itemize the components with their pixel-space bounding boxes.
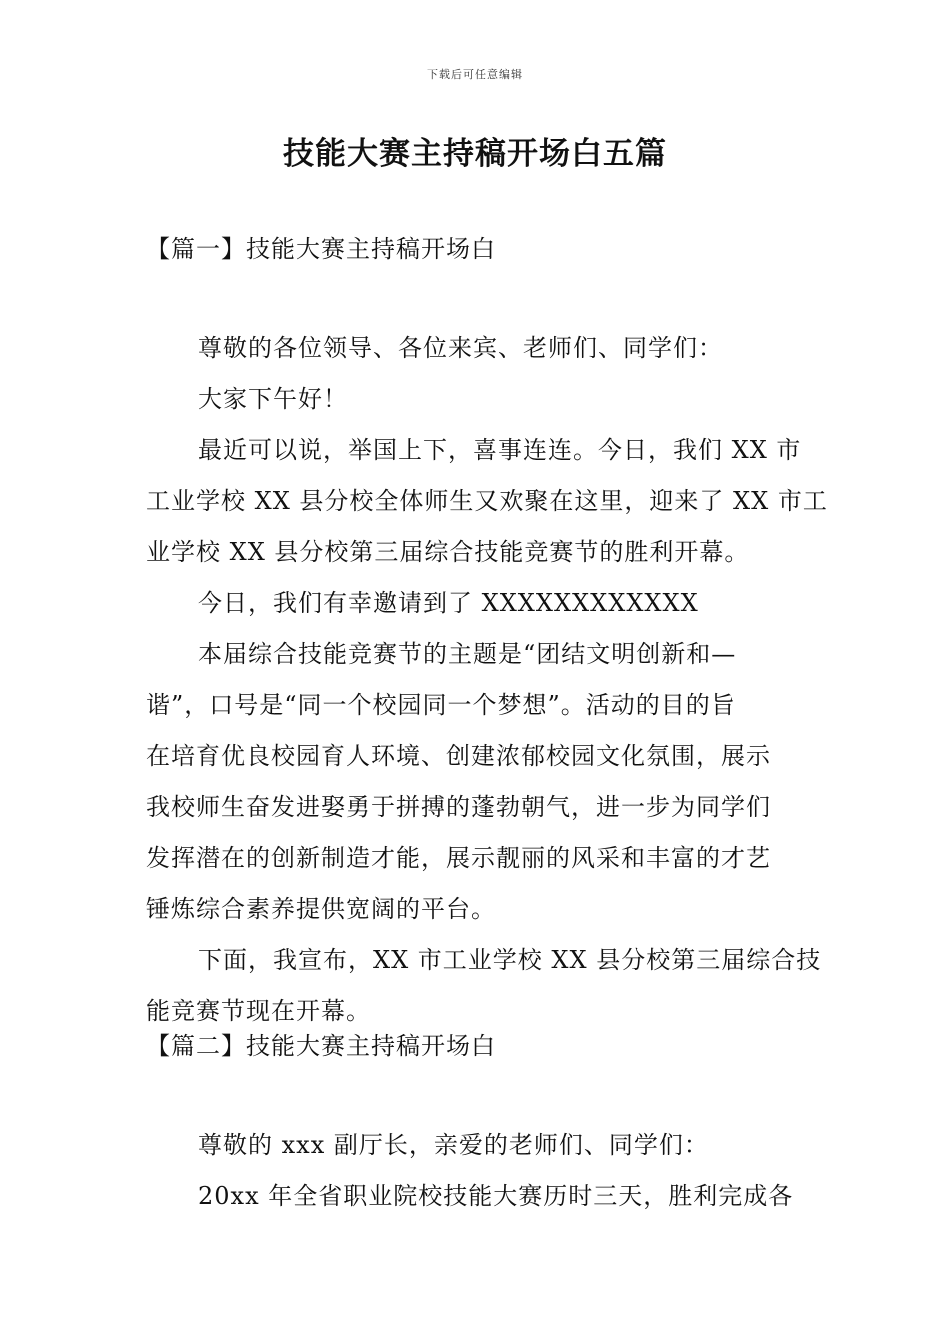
section-heading-text: 【篇二】技能大赛主持稿开场白: [146, 1032, 496, 1060]
paragraph-line: 尊敬的 xxx 副厅长，亲爱的老师们、同学们：: [198, 1131, 709, 1159]
paragraph-line: 我校师生奋发进娶勇于拼搏的蓬勃朝气，进一步为同学们: [146, 793, 771, 821]
paragraph-line: 在培育优良校园育人环境、创建浓郁校园文化氛围，展示: [146, 742, 771, 770]
document-title: 技能大赛主持稿开场白五篇: [283, 136, 667, 172]
section-heading-text: 【篇一】技能大赛主持稿开场白: [146, 235, 496, 263]
section-heading-1: [146, 224, 808, 275]
section-heading-2: [146, 1021, 808, 1072]
paragraph-line: 能竞赛节现在开幕。: [146, 997, 371, 1025]
paragraph-line: 发挥潜在的创新制造才能，展示靓丽的风采和丰富的才艺: [146, 844, 771, 872]
paragraph-line: 锤炼综合素养提供宽阔的平台。: [146, 895, 496, 923]
paragraph-line: 工业学校 XX 县分校全体师生又欢聚在这里，迎来了 XX 市工: [146, 487, 828, 515]
paragraph-line: 20xx 年全省职业院校技能大赛历时三天，胜利完成各: [198, 1182, 794, 1210]
paragraph-line: 大家下午好！: [198, 385, 348, 413]
paragraph-line: 本届综合技能竞赛节的主题是“团结文明创新和—: [198, 640, 737, 668]
paragraph-line: 今日，我们有幸邀请到了 XXXXXXXXXXXX: [198, 589, 699, 617]
paragraph-line: 下面，我宣布，XX 市工业学校 XX 县分校第三届综合技: [198, 946, 822, 974]
paragraph-line: 谐”，口号是“同一个校园同一个梦想”。活动的目的旨: [146, 691, 736, 719]
section-body-1: [146, 323, 828, 1037]
paragraph-line: 业学校 XX 县分校第三届综合技能竞赛节的胜利开幕。: [146, 538, 750, 566]
section-body-2: [146, 1120, 808, 1222]
header-note: 下载后可任意编辑: [427, 68, 523, 81]
paragraph-line: 最近可以说，举国上下，喜事连连。今日，我们 XX 市: [198, 436, 802, 464]
paragraph-line: 尊敬的各位领导、各位来宾、老师们、同学们：: [198, 334, 723, 362]
